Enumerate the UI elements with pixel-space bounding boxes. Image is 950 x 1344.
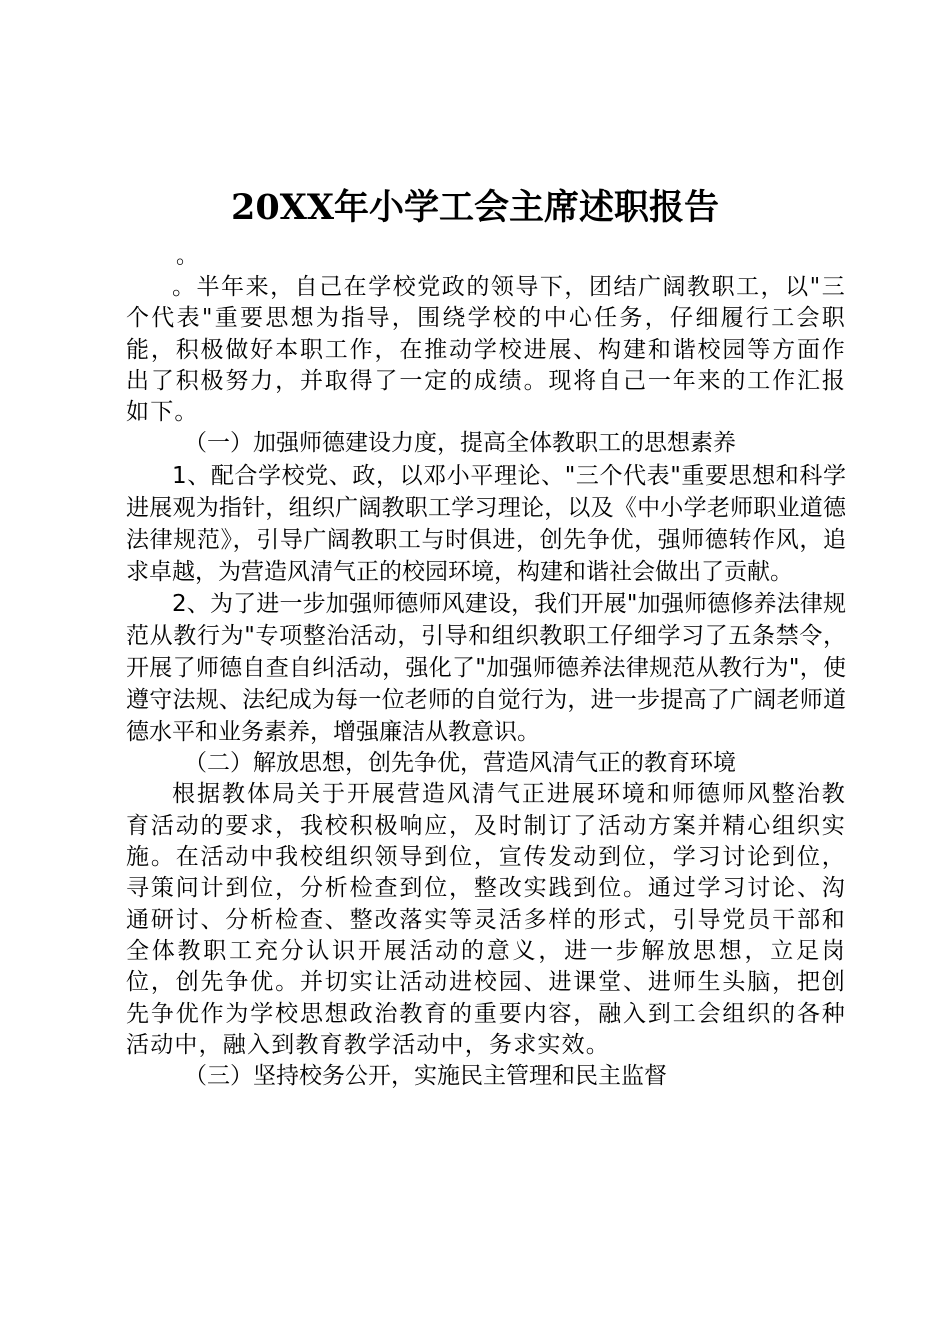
section-1-item-1: 1、配合学校党、政，以邓小平理论、"三个代表"重要思想和科学进展观为指针，组织广阔教职工学习理论，以及《中小学老师职业道德法律规范》，引导广阔教职工与时俱进，创先争优，强师德转作风，追求卓越，为营造风清气正的校园环境，构建和谐社会做出了贡献。: [126, 462, 846, 585]
section-1-heading: （一）加强师德建设力度，提高全体教职工的思想素养: [184, 430, 736, 457]
section-2-body: 根据教体局关于开展营造风清气正进展环境和师德师风整治教育活动的要求，我校积极响应，及时制订了活动方案并精心组织实施。在活动中我校组织领导到位，宣传发动到位，学习讨论到位，寻策问计到位，分析检查到位，整改实践到位。通过学习讨论、沟通研讨、分析检查、整改落实等灵活多样的形式，引导党员干部和全体教职工充分认识开展活动的意义，进一步解放思想，立足岗位，创先争优。并切实让活动进校园、进课堂、进师生头脑，把创先争优作为学校思想政治教育的重要内容，融入到工会组织的各种活动中，融入到教育教学活动中，务求实效。: [126, 781, 846, 1058]
document-body: [126, 242, 846, 1093]
stray-punctuation: 。: [176, 244, 199, 269]
section-3-heading: （三）坚持校务公开，实施民主管理和民主监督: [184, 1063, 667, 1090]
section-1-item-2: 2、为了进一步加强师德师风建设，我们开展"加强师德修养法律规范从教行为"专项整治活动，引导和组织教职工仔细学习了五条禁令，开展了师德自查自纠活动，强化了"加强师德养法律规范从教行为"，使遵守法规、法纪成为每一位老师的自觉行为，进一步提高了广阔老师道德水平和业务素养，增强廉洁从教意识。: [126, 590, 846, 745]
document-title: 20XX年小学工会主席述职报告: [230, 187, 720, 228]
section-2-heading: （二）解放思想，创先争优，营造风清气正的教育环境: [184, 749, 736, 776]
intro-paragraph: 。半年来，自己在学校党政的领导下，团结广阔教职工，以"三个代表"重要思想为指导，围绕学校的中心任务，仔细履行工会职能，积极做好本职工作，在推动学校进展、构建和谐校园等方面作出了积极努力，并取得了一定的成绩。现将自己一年来的工作汇报如下。: [126, 274, 846, 426]
